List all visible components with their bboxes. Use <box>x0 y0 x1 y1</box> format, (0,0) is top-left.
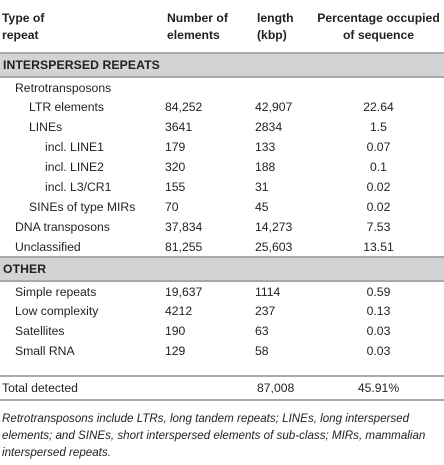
table-row <box>0 197 444 217</box>
repeat-type-cell: LTR elements <box>29 100 104 114</box>
header-percentage-occupied: Percentage occupied of sequence <box>313 0 444 53</box>
header-number-of-elements: Number of elements <box>165 0 255 53</box>
repeat-type-cell: Low complexity <box>15 304 99 318</box>
percent-cell: 22.64 <box>363 100 394 114</box>
section-title: OTHER <box>0 257 444 281</box>
header-type-of-repeat: Type of repeat <box>0 0 165 53</box>
percent-cell: 0.02 <box>366 200 391 214</box>
repeat-type-cell: incl. L3/CR1 <box>45 180 112 194</box>
table-row <box>0 177 444 197</box>
elements-cell: 179 <box>165 140 186 154</box>
table-row <box>0 237 444 257</box>
length-cell <box>255 77 313 97</box>
table-body <box>0 53 444 400</box>
length-cell: 14,273 <box>255 220 293 234</box>
elements-cell: 37,834 <box>165 220 203 234</box>
length-cell: 42,907 <box>255 100 293 114</box>
table-row <box>0 97 444 117</box>
elements-cell: 320 <box>165 160 186 174</box>
header-row <box>0 0 444 53</box>
repeat-type-cell: Simple repeats <box>15 284 97 299</box>
length-cell: 237 <box>255 304 276 318</box>
repeat-type-cell: Unclassified <box>15 239 81 254</box>
percent-cell <box>313 77 444 97</box>
length-cell: 133 <box>255 140 276 154</box>
header-length-kbp: length (kbp) <box>255 0 313 53</box>
repeat-type-cell: DNA transposons <box>15 220 110 234</box>
percent-cell: 0.13 <box>366 304 391 318</box>
elements-cell: 84,252 <box>165 100 203 114</box>
section-title: INTERSPERSED REPEATS <box>0 53 444 77</box>
table-row <box>0 321 444 341</box>
section-header-row <box>0 53 444 77</box>
percent-cell: 0.59 <box>366 284 391 299</box>
table-row <box>0 301 444 321</box>
total-elements-cell <box>165 376 255 400</box>
table-row <box>0 157 444 177</box>
repeat-type-cell: incl. LINE2 <box>45 160 104 174</box>
elements-cell: 3641 <box>165 120 193 134</box>
repeat-type-cell: Satellites <box>15 324 65 338</box>
table-row <box>0 217 444 237</box>
length-cell: 58 <box>255 344 269 358</box>
total-percent-cell: 45.91% <box>313 376 444 400</box>
table-row <box>0 341 444 361</box>
percent-cell: 0.02 <box>366 180 391 194</box>
elements-cell: 155 <box>165 180 186 194</box>
table-row <box>0 137 444 157</box>
section-header-row <box>0 257 444 281</box>
percent-cell: 13.51 <box>363 239 394 254</box>
length-cell: 188 <box>255 160 276 174</box>
elements-cell <box>165 77 255 97</box>
elements-cell: 4212 <box>165 304 193 318</box>
length-cell: 63 <box>255 324 269 338</box>
elements-cell: 70 <box>165 200 179 214</box>
total-row <box>0 376 444 400</box>
elements-cell: 129 <box>165 344 186 358</box>
spacer-row <box>0 361 444 376</box>
table-row <box>0 77 444 97</box>
table-footnote: Retrotransposons include LTRs, long tandem repeats; LINEs, long interspersed elements; and SINEs, short interspersed elements of sub-class; MIRs, mammalian interspersed repeats. <box>2 412 426 459</box>
total-length-cell: 87,008 <box>255 376 313 400</box>
percent-cell: 0.07 <box>366 140 391 154</box>
table-row <box>0 281 444 301</box>
percent-cell: 0.03 <box>366 324 391 338</box>
length-cell: 2834 <box>255 120 283 134</box>
elements-cell: 190 <box>165 324 186 338</box>
spacer-cell <box>0 361 444 376</box>
repeat-type-cell: Retrotransposons <box>15 80 112 95</box>
length-cell: 25,603 <box>255 239 293 254</box>
repeat-type-cell: LINEs <box>29 120 63 134</box>
percent-cell: 1.5 <box>370 120 387 134</box>
table-row <box>0 117 444 137</box>
repeat-type-cell: incl. LINE1 <box>45 140 104 154</box>
percent-cell: 0.03 <box>366 344 391 358</box>
elements-cell: 81,255 <box>165 239 203 254</box>
length-cell: 31 <box>255 180 269 194</box>
length-cell: 45 <box>255 200 269 214</box>
length-cell: 1114 <box>255 284 281 299</box>
elements-cell: 19,637 <box>165 284 203 299</box>
repeat-type-cell: SINEs of type MIRs <box>29 200 136 214</box>
total-label-cell: Total detected <box>0 376 165 400</box>
repeat-type-cell: Small RNA <box>15 344 75 358</box>
percent-cell: 0.1 <box>370 160 387 174</box>
percent-cell: 7.53 <box>366 220 391 234</box>
